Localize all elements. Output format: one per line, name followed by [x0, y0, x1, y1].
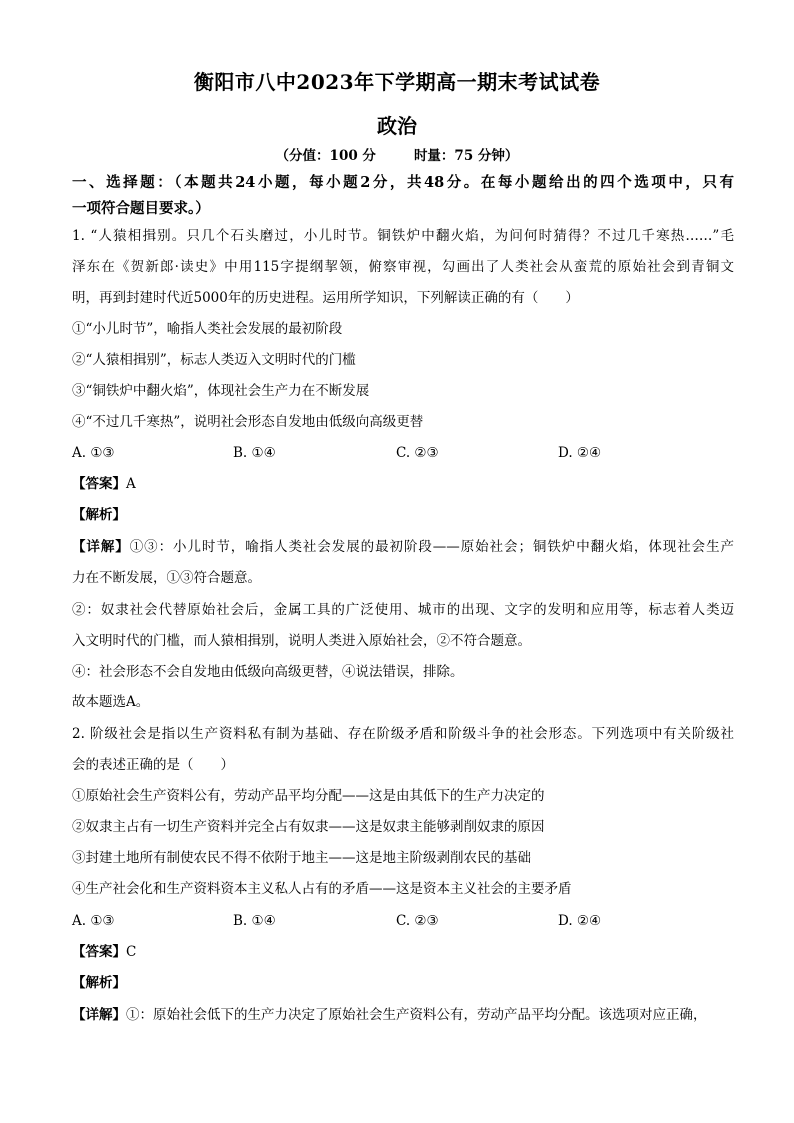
question-2-analysis-label: 【解析】 — [72, 975, 126, 991]
question-1-detail-line: ②：奴隶社会代替原始社会后，金属工具的广泛使用、城市的出现、文字的发明和应用等，标志着人类迈 — [72, 602, 734, 618]
detail-label: 【详解】 — [72, 1007, 126, 1023]
page-title: 衡阳市八中2023年下学期高一期末考试试卷 — [193, 70, 601, 94]
section-heading-line: 一、选择题：（本题共24小题，每小题2分，共48分。在每小题给出的四个选项中，只有 — [72, 174, 734, 191]
question-2-statement: ①原始社会生产资料公有，劳动产品平均分配——这是由其低下的生产力决定的 — [72, 788, 545, 804]
question-1-detail-line: ④：社会形态不会自发地由低级向高级更替，④说法错误，排除。 — [72, 664, 464, 680]
question-2-statement: ④生产社会化和生产资料资本主义私人占有的矛盾——这是资本主义社会的主要矛盾 — [72, 881, 572, 897]
question-1-statement: ③“铜铁炉中翻火焰”，体现社会生产力在不断发展 — [72, 383, 370, 399]
option-c: C. ②③ — [396, 445, 439, 461]
option-a: A. ①③ — [72, 913, 115, 929]
question-2-answer — [72, 942, 734, 962]
question-1-statement: ②“人猿相揖别”，标志人类迈入文明时代的门槛 — [72, 352, 356, 368]
exam-meta — [0, 146, 794, 166]
question-1-detail-line: 力在不断发展，①③符合题意。 — [72, 570, 261, 586]
section-heading-line: 一项符合题目要求。） — [72, 200, 210, 217]
question-1-answer — [72, 474, 734, 494]
question-2-statement: ②奴隶主占有一切生产资料并完全占有奴隶——这是奴隶主能够剥削奴隶的原因 — [72, 819, 545, 835]
question-2-stem-line: 会的表述正确的是（ ） — [72, 757, 234, 773]
option-b: B. ①④ — [233, 913, 276, 929]
detail-text: ①：原始社会低下的生产力决定了原始社会生产资料公有，劳动产品平均分配。该选项对应正确， — [126, 1007, 707, 1023]
subject-title: 政治 — [377, 114, 417, 138]
answer-value: A — [126, 476, 136, 492]
question-2-statement: ③封建土地所有制使农民不得不依附于地主——这是地主阶级剥削农民的基础 — [72, 850, 531, 866]
question-1-stem-line: 泽东在《贺新郎·读史》中用115字提纲挈领，俯察审视，勾画出了人类社会从蛮荒的原始社会到青铜文 — [72, 259, 734, 275]
time-info: 时量：75 分钟） — [413, 148, 519, 164]
detail-text: ①③：小儿时节，喻指人类社会发展的最初阶段——原始社会；铜铁炉中翻火焰，体现社会生产 — [129, 539, 735, 555]
answer-value: C — [126, 944, 137, 960]
question-1-detail-line: 故本题选A。 — [72, 694, 150, 710]
option-b: B. ①④ — [233, 445, 276, 461]
detail-label: 【详解】 — [72, 539, 130, 555]
answer-label: 【答案】 — [72, 476, 126, 492]
question-2-stem-line: 2. 阶级社会是指以生产资料私有制为基础、存在阶级矛盾和阶级斗争的社会形态。下列选项中有关阶级社 — [72, 726, 734, 742]
question-1-stem-line: 1. “人猿相揖别。只几个石头磨过，小儿时节。铜铁炉中翻火焰，为问何时猜得？不过几千寒热……”毛 — [72, 228, 734, 244]
section-heading — [72, 170, 734, 222]
option-d: D. ②④ — [558, 913, 602, 929]
score-info: （分值：100 分 — [275, 148, 376, 164]
question-2-detail-line — [72, 1005, 734, 1025]
question-1-analysis-label: 【解析】 — [72, 507, 126, 523]
option-d: D. ②④ — [558, 445, 602, 461]
option-a: A. ①③ — [72, 445, 115, 461]
answer-label: 【答案】 — [72, 944, 126, 960]
question-1-detail-line: 入文明时代的门槛，而人猿相揖别，说明人类进入原始社会，②不符合题意。 — [72, 633, 531, 649]
question-1-options — [72, 443, 734, 463]
question-1-detail-line — [72, 537, 734, 557]
question-1-stem-line: 明，再到封建时代近5000年的历史进程。运用所学知识，下列解读正确的有（ ） — [72, 290, 579, 306]
question-2-options — [72, 911, 734, 931]
question-1-statement: ①“小儿时节”，喻指人类社会发展的最初阶段 — [72, 321, 343, 337]
question-1-statement: ④“不过几千寒热”，说明社会形态自发地由低级向高级更替 — [72, 414, 424, 430]
option-c: C. ②③ — [396, 913, 439, 929]
